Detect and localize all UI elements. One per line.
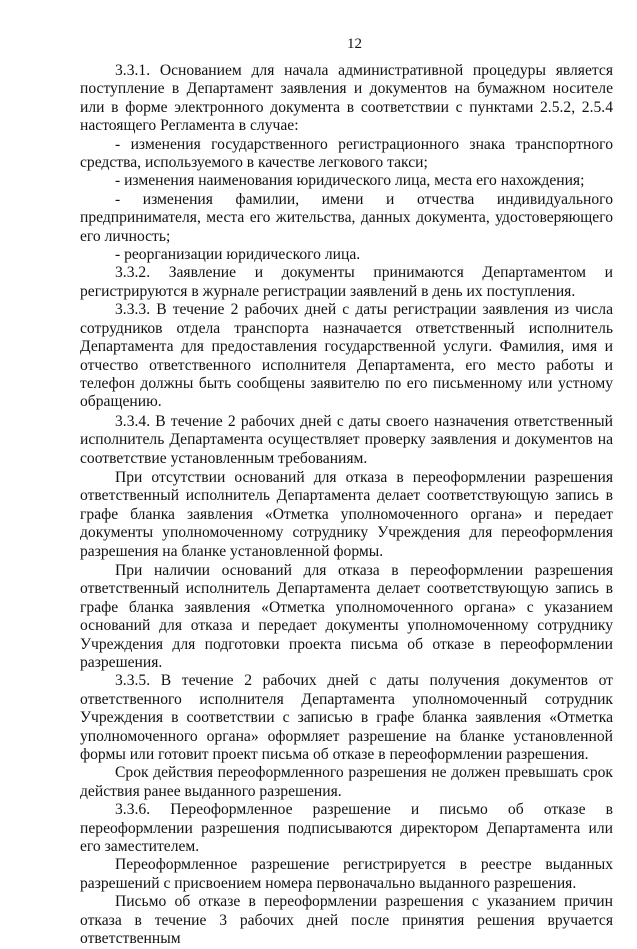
paragraph-refusal-letter: Письмо об отказе в переоформлении разрешения с указанием причин отказа в течение 3 рабочих дней после принятия решения вручается ответственным <box>80 893 613 948</box>
paragraph-3-3-2: 3.3.2. Заявление и документы принимаются Департаментом и регистрируются в журнале регистрации заявлений в день их поступления. <box>80 264 613 300</box>
page-number: 12 <box>347 36 362 52</box>
paragraph-registry: Переоформленное разрешение регистрируется в реестре выданных разрешений с присвоением номера первоначально выданного разрешения. <box>80 856 613 892</box>
paragraph-3-3-3: 3.3.3. В течение 2 рабочих дней с даты регистрации заявления из числа сотрудников отдела транспорта назначается ответственный исполнитель Департамента для предоставления государственной услуги. Фамилия, имя и отчество ответственного исполнителя Департамента, его место работы и телефон должны быть сообщены заявителю по его письменному или устному обращению. <box>80 301 613 411</box>
document-page <box>80 36 613 949</box>
paragraph-3-3-1: 3.3.1. Основанием для начала административной процедуры является поступление в Департамент заявления и документов на бумажном носителе или в форме электронного документа в соответствии с пунктами 2.5.2, 2.5.4 настоящего Регламента в случае: <box>80 62 613 135</box>
list-item-legal-name-change: - изменения наименования юридического лица, места его нахождения; <box>115 172 585 190</box>
paragraph-3-3-6: 3.3.6. Переоформленное разрешение и письмо об отказе в переоформлении разрешения подписываются директором Департамента или его заместителем. <box>80 801 613 856</box>
paragraph-3-3-5: 3.3.5. В течение 2 рабочих дней с даты получения документов от ответственного исполнителя Департамента уполномоченный сотрудник Учреждения в соответствии с записью в графе бланка заявления «Отметка уполномоченного органа» оформляет разрешение на бланке установленной формы или готовит проект письма об отказе в переоформлении разрешения. <box>80 672 613 764</box>
list-item-plate-change: - изменения государственного регистрационного знака транспортного средства, используемого в качестве легкового такси; <box>80 135 613 172</box>
list-item-reorganization: - реорганизации юридического лица. <box>115 246 361 264</box>
paragraph-validity: Срок действия переоформленного разрешения не должен превышать срок действия ранее выданного разрешения. <box>80 764 613 800</box>
paragraph-3-3-4: 3.3.4. В течение 2 рабочих дней с даты своего назначения ответственный исполнитель Департамента осуществляет проверку заявления и документов на соответствие установленным требованиям. <box>80 412 613 467</box>
paragraph-no-grounds: При отсутствии оснований для отказа в переоформлении разрешения ответственный исполнитель Департамента делает соответствующую запись в графе бланка заявления «Отметка уполномоченного органа» и передает документы уполномоченному сотруднику Учреждения для переоформления разрешения на бланке установленной формы. <box>80 468 613 560</box>
paragraph-grounds: При наличии оснований для отказа в переоформлении разрешения ответственный исполнитель Департамента делает соответствующую запись в графе бланка заявления «Отметка уполномоченного органа» с указанием оснований для отказа и передает документы уполномоченному сотруднику Учреждения для подготовки проекта письма об отказе в переоформлении разрешения. <box>80 561 613 671</box>
list-item-entrepreneur-change: - изменения фамилии, имени и отчества индивидуального предпринимателя, места его жительства, данных документа, удостоверяющего его личность; <box>80 190 613 245</box>
